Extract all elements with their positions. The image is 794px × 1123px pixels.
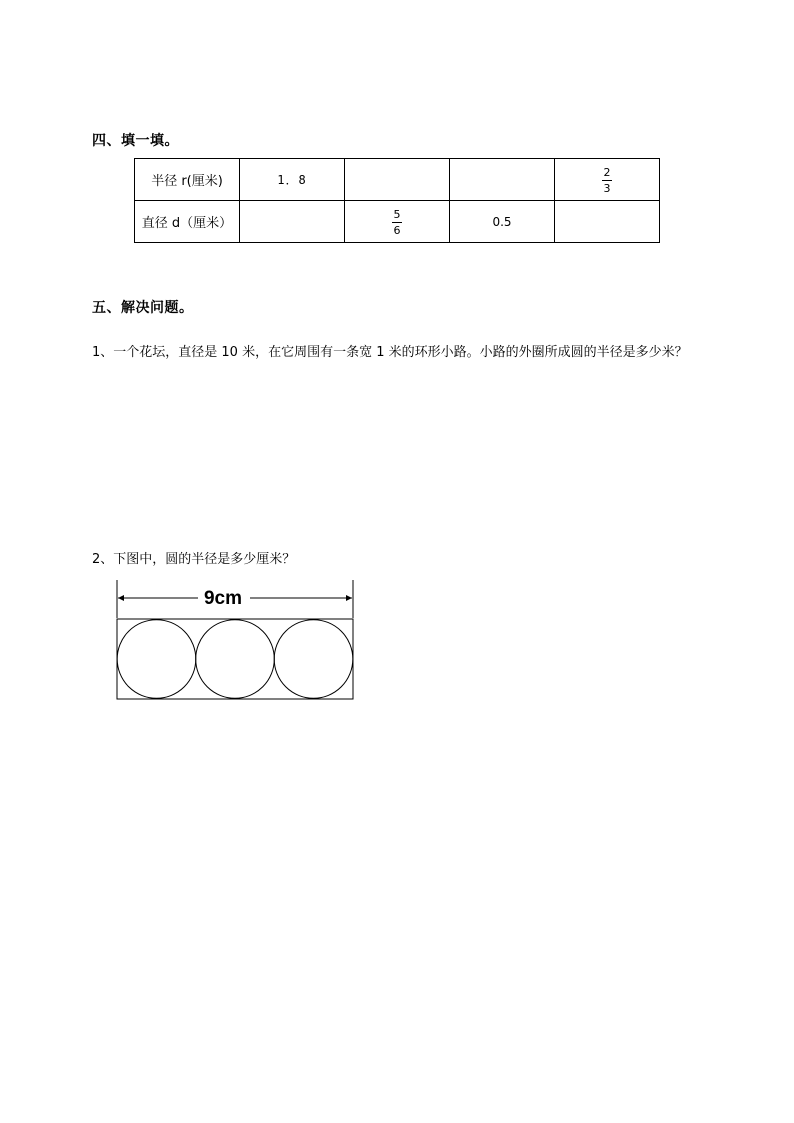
fraction [392, 208, 403, 237]
fraction-numerator: 2 [603, 165, 611, 179]
circle-3 [274, 620, 353, 699]
fraction-bar [392, 222, 402, 223]
fraction [602, 166, 613, 195]
arrow-left-icon [118, 595, 124, 601]
circle-1 [117, 620, 196, 699]
dimension-label: 9cm [203, 588, 243, 609]
fraction-numerator: 5 [393, 207, 401, 221]
question-2: 2、下图中，圆的半径是多少厘米？ [92, 552, 296, 567]
question-1: 1、一个花坛，直径是 10 米，在它周围有一条宽 1 米的环形小路。小路的外圈所成圆的半径是多少米？ [92, 345, 688, 360]
radius-label: 半径 r(厘米) [135, 159, 240, 201]
fill-table [134, 158, 660, 243]
radius-cell-2 [345, 159, 450, 201]
diameter-cell-2 [345, 201, 450, 243]
table-row [135, 201, 660, 243]
fraction-denominator: 3 [603, 181, 611, 195]
fraction-denominator: 6 [393, 223, 401, 237]
rectangle [117, 619, 353, 699]
circles-figure [110, 578, 362, 706]
diameter-cell-4 [555, 201, 660, 243]
fraction-bar [602, 180, 612, 181]
circle-2 [196, 620, 275, 699]
arrow-right-icon [346, 595, 352, 601]
radius-cell-3 [450, 159, 555, 201]
diameter-cell-3: 0.5 [450, 201, 555, 243]
section-4-title: 四、填一填。 [92, 133, 179, 149]
section-5-title: 五、解决问题。 [92, 300, 194, 316]
radius-cell-4 [555, 159, 660, 201]
diameter-label: 直径 d（厘米） [135, 201, 240, 243]
radius-cell-1: 1．8 [240, 159, 345, 201]
diameter-cell-1 [240, 201, 345, 243]
table-row [135, 159, 660, 201]
